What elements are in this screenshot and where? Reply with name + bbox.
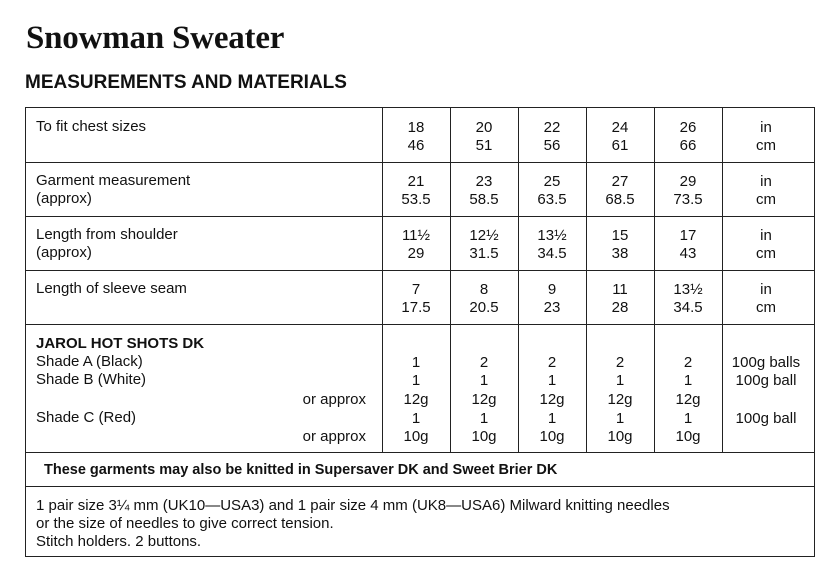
row-label: Length of sleeve seam	[36, 280, 187, 297]
shade-c-label: Shade C (Red)	[36, 409, 137, 426]
value-in: 9	[547, 281, 557, 298]
value-in: 27	[611, 173, 629, 190]
value-in: 29	[679, 173, 697, 190]
shade-a-label: Shade A (Black)	[36, 353, 143, 370]
section-heading: MEASUREMENTS AND MATERIALS	[25, 72, 347, 93]
shade-a-qty: 2	[683, 354, 693, 371]
shade-b-grams: 12g	[403, 391, 429, 408]
unit-in: in	[760, 281, 772, 298]
unit-cm: cm	[756, 137, 776, 154]
shade-c-grams: 10g	[607, 428, 633, 445]
shade-b-grams: 12g	[539, 391, 565, 408]
shade-b-grams: 12g	[607, 391, 633, 408]
shade-b-label: Shade B (White)	[36, 371, 147, 388]
shade-c-qty: 1	[683, 410, 693, 427]
value-cm: 43	[679, 245, 697, 262]
shade-a-qty: 1	[411, 354, 421, 371]
shade-b-qty: 1	[547, 372, 557, 389]
value-in: 18	[407, 119, 425, 136]
value-in: 21	[407, 173, 425, 190]
value-cm: 38	[611, 245, 629, 262]
row-divider	[26, 270, 814, 271]
unit-cm: cm	[756, 245, 776, 262]
unit-shade-b: 100g ball	[735, 372, 797, 389]
value-in: 12½	[469, 227, 499, 244]
row-divider	[26, 162, 814, 163]
shade-b-qty: 1	[411, 372, 421, 389]
shade-b-grams: 12g	[471, 391, 497, 408]
needles-line: or the size of needles to give correct tension.	[36, 515, 334, 532]
value-in: 11	[612, 281, 628, 298]
row-divider	[26, 216, 814, 217]
value-in: 23	[475, 173, 493, 190]
unit-cm: cm	[756, 299, 776, 316]
shade-c-grams: 10g	[675, 428, 701, 445]
row-divider	[26, 486, 814, 487]
value-in: 13½	[537, 227, 567, 244]
or-approx-label: or approx	[302, 428, 366, 445]
row-label: Length from shoulder	[36, 226, 178, 243]
unit-shade-c: 100g ball	[735, 410, 797, 427]
value-cm: 28	[611, 299, 629, 316]
unit-in: in	[760, 227, 772, 244]
shade-c-grams: 10g	[471, 428, 497, 445]
shade-c-qty: 1	[479, 410, 489, 427]
value-cm: 61	[611, 137, 629, 154]
value-in: 13½	[673, 281, 703, 298]
value-in: 7	[411, 281, 421, 298]
value-cm: 66	[679, 137, 697, 154]
value-cm: 73.5	[673, 191, 703, 208]
row-divider	[26, 324, 814, 325]
shade-c-qty: 1	[615, 410, 625, 427]
unit-in: in	[760, 119, 772, 136]
shade-c-grams: 10g	[539, 428, 565, 445]
value-in: 25	[543, 173, 561, 190]
page-title: Snowman Sweater	[26, 20, 285, 56]
value-cm: 34.5	[537, 245, 567, 262]
value-cm: 17.5	[401, 299, 431, 316]
row-label: To fit chest sizes	[36, 118, 147, 135]
shade-c-grams: 10g	[403, 428, 429, 445]
row-label-sub: (approx)	[36, 244, 92, 261]
shade-b-qty: 1	[615, 372, 625, 389]
value-in: 11½	[401, 227, 431, 244]
value-in: 24	[611, 119, 629, 136]
value-cm: 51	[475, 137, 493, 154]
value-in: 15	[611, 227, 629, 244]
value-cm: 46	[407, 137, 425, 154]
shade-b-grams: 12g	[675, 391, 701, 408]
needles-line: 1 pair size 3¼ mm (UK10—USA3) and 1 pair size 4 mm (UK8—USA6) Milward knitting needles	[36, 497, 670, 514]
value-cm: 53.5	[401, 191, 431, 208]
row-label-sub: (approx)	[36, 190, 92, 207]
needles-line: Stitch holders. 2 buttons.	[36, 533, 202, 550]
value-cm: 34.5	[673, 299, 703, 316]
unit-shade-a: 100g balls	[731, 354, 801, 371]
shade-b-qty: 1	[479, 372, 489, 389]
value-cm: 56	[543, 137, 561, 154]
unit-cm: cm	[756, 191, 776, 208]
measurements-table	[25, 107, 815, 557]
value-in: 17	[679, 227, 697, 244]
shade-a-qty: 2	[479, 354, 489, 371]
value-in: 26	[679, 119, 697, 136]
unit-in: in	[760, 173, 772, 190]
row-divider	[26, 452, 814, 453]
shade-a-qty: 2	[547, 354, 557, 371]
value-in: 20	[475, 119, 493, 136]
shade-b-qty: 1	[683, 372, 693, 389]
or-approx-label: or approx	[302, 391, 366, 408]
shade-a-qty: 2	[615, 354, 625, 371]
value-in: 22	[543, 119, 561, 136]
row-label: Garment measurement	[36, 172, 191, 189]
value-in: 8	[479, 281, 489, 298]
value-cm: 29	[407, 245, 425, 262]
value-cm: 31.5	[469, 245, 499, 262]
alternative-yarn-note: These garments may also be knitted in Supersaver DK and Sweet Brier DK	[44, 462, 558, 478]
value-cm: 23	[543, 299, 561, 316]
value-cm: 63.5	[537, 191, 567, 208]
shade-c-qty: 1	[547, 410, 557, 427]
value-cm: 20.5	[469, 299, 499, 316]
value-cm: 58.5	[469, 191, 499, 208]
yarn-heading: JAROL HOT SHOTS DK	[36, 335, 205, 352]
shade-c-qty: 1	[411, 410, 421, 427]
column-divider	[722, 108, 723, 452]
value-cm: 68.5	[605, 191, 635, 208]
